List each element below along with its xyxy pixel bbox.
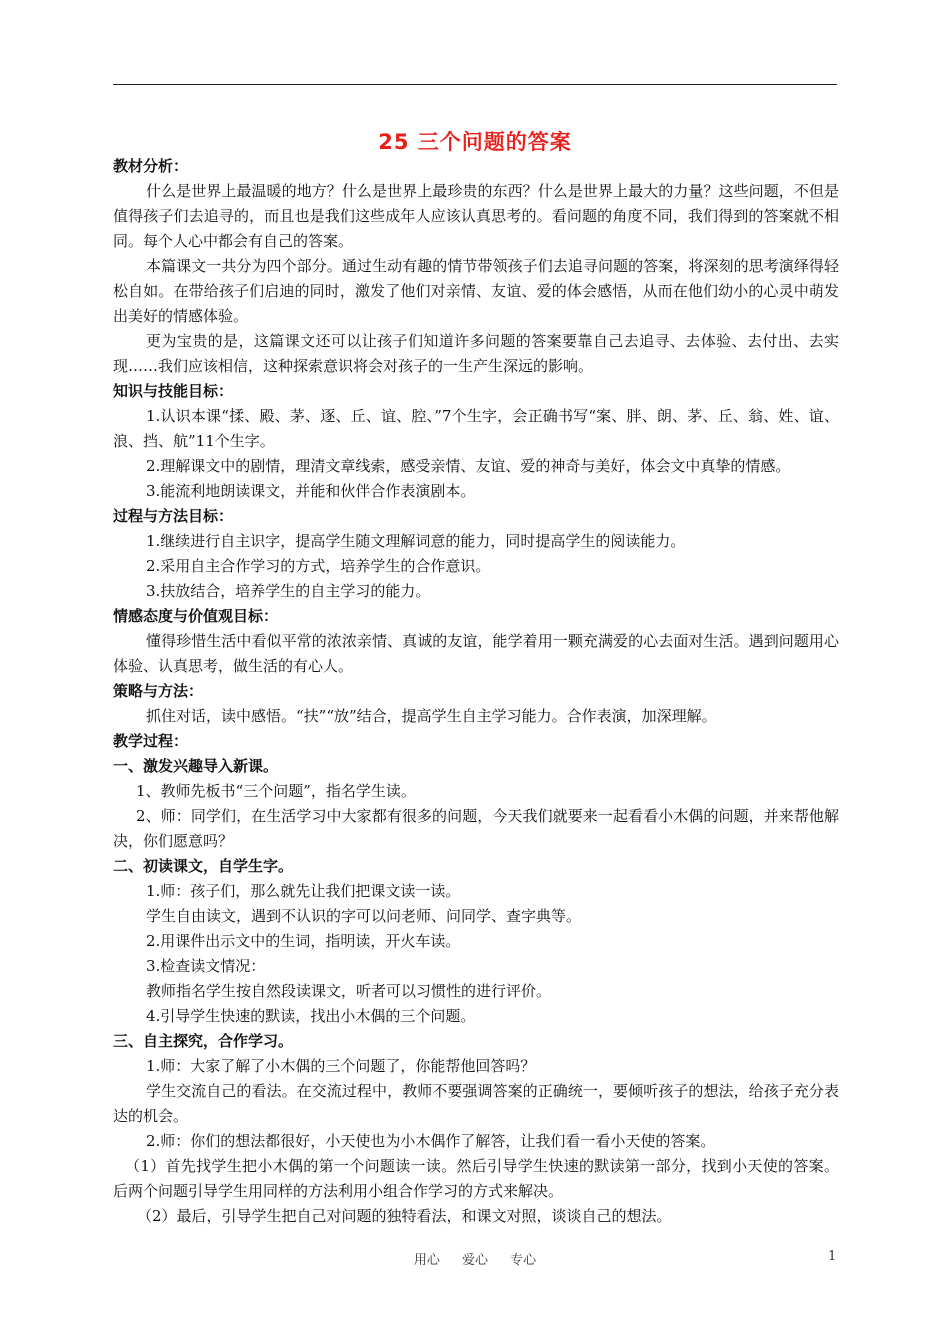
paragraph: 本篇课文一共分为四个部分。通过生动有趣的情节带领孩子们去追寻问题的答案，将深刻的思考演绎得轻松自如。在带给孩子们启迪的同时，激发了他们对亲情、友谊、爱的体会感悟，从而在他们幼小的心灵中萌发出美好的情感体验。 <box>113 257 839 325</box>
paragraph: 学生自由读文，遇到不认识的字可以问老师、问同学、查字典等。 <box>146 907 582 925</box>
section-heading: 三、自主探究，合作学习。 <box>113 1032 294 1050</box>
paragraph: 2.师：你们的想法都很好，小天使也为小木偶作了解答，让我们看一看小天使的答案。 <box>146 1132 716 1150</box>
paragraph: 1.师：孩子们，那么就先让我们把课文读一读。 <box>146 882 461 900</box>
paragraph: 1.师：大家了解了小木偶的三个问题了，你能帮他回答吗？ <box>146 1057 536 1075</box>
footer-word: 爱心 <box>461 1253 488 1268</box>
paragraph: 2.采用自主合作学习的方式，培养学生的合作意识。 <box>146 557 491 575</box>
paragraph: 学生交流自己的看法。在交流过程中，教师不要强调答案的正确统一，要倾听孩子的想法，给孩子充分表达的机会。 <box>113 1082 839 1125</box>
section-heading: 教学过程： <box>113 732 189 750</box>
paragraph: 2.用课件出示文中的生词，指明读，开火车读。 <box>146 932 461 950</box>
section-heading: 情感态度与价值观目标： <box>113 607 279 625</box>
paragraph: 教师指名学生按自然段读课文，听者可以习惯性的进行评价。 <box>146 982 552 1000</box>
page-title: 25 三个问题的答案 <box>378 130 572 154</box>
section-heading: 知识与技能目标： <box>113 382 234 400</box>
footer-word: 专心 <box>510 1253 537 1268</box>
paragraph: 更为宝贵的是，这篇课文还可以让孩子们知道许多问题的答案要靠自己去追寻、去体验、去付出、去实现……我们应该相信，这种探索意识将会对孩子的一生产生深远的影响。 <box>113 332 839 375</box>
paragraph: （2）最后，引导学生把自己对问题的独特看法，和课文对照，谈谈自己的想法。 <box>137 1207 672 1225</box>
paragraph: 2、师：同学们，在生活学习中大家都有很多的问题，今天我们就要来一起看看小木偶的问题，并来帮他解决，你们愿意吗？ <box>113 807 839 850</box>
paragraph: 抓住对话，读中感悟。“扶”“放”结合，提高学生自主学习能力。合作表演，加深理解。 <box>146 707 717 725</box>
section-heading: 策略与方法： <box>113 682 204 700</box>
section-heading: 二、初读课文，自学生字。 <box>113 857 294 875</box>
section-heading: 一、激发兴趣导入新课。 <box>113 757 279 775</box>
paragraph: 3.能流利地朗读课文，并能和伙伴合作表演剧本。 <box>146 482 476 500</box>
paragraph: 1.认识本课“揉、殿、茅、逐、丘、谊、腔、”7个生字，会正确书写“案、胖、朗、茅、丘、翁、姓、谊、浪、挡、航”11个生字。 <box>113 407 839 450</box>
document-body <box>113 154 839 1229</box>
page-number: 1 <box>828 1249 837 1264</box>
header-rule <box>113 84 837 85</box>
paragraph: 4.引导学生快速的默读，找出小木偶的三个问题。 <box>146 1007 476 1025</box>
paragraph: （1）首先找学生把小木偶的第一个问题读一读。然后引导学生快速的默读第一部分，找到小天使的答案。后两个问题引导学生用同样的方法利用小组合作学习的方式来解决。 <box>113 1157 839 1200</box>
footer-word: 用心 <box>413 1253 440 1268</box>
paragraph: 3.检查读文情况： <box>146 957 266 975</box>
section-heading: 过程与方法目标： <box>113 507 234 525</box>
paragraph: 1、教师先板书“三个问题”，指名学生读。 <box>136 782 416 800</box>
paragraph: 2.理解课文中的剧情，理清文章线索，感受亲情、友谊、爱的神奇与美好，体会文中真挚的情感。 <box>146 457 791 475</box>
paragraph: 3.扶放结合，培养学生的自主学习的能力。 <box>146 582 431 600</box>
section-heading: 教材分析： <box>113 157 189 175</box>
paragraph: 什么是世界上最温暖的地方？什么是世界上最珍贵的东西？什么是世界上最大的力量？这些问题，不但是值得孩子们去追寻的，而且也是我们这些成年人应该认真思考的。看问题的角度不同，我们得到的答案就不相同。每个人心中都会有自己的答案。 <box>113 182 839 250</box>
footer-motto <box>0 1249 950 1268</box>
paragraph: 1.继续进行自主识字，提高学生随文理解词意的能力，同时提高学生的阅读能力。 <box>146 532 686 550</box>
paragraph: 懂得珍惜生活中看似平常的浓浓亲情、真诚的友谊，能学着用一颗充满爱的心去面对生活。遇到问题用心体验、认真思考，做生活的有心人。 <box>113 632 839 675</box>
